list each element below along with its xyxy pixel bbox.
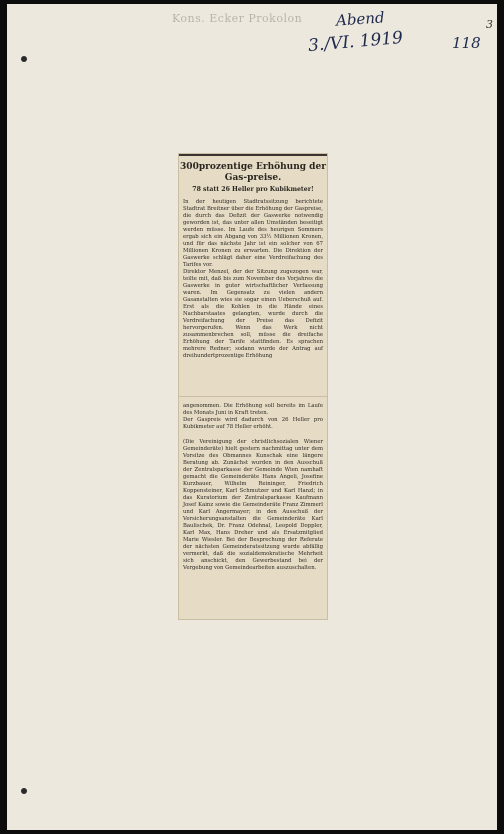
clipping-headline: 300prozentige Erhöhung der Gas-preise.: [180, 162, 326, 183]
handwritten-source: Abend: [335, 8, 386, 30]
clipping-subhead: 78 statt 26 Heller pro Kubikmeter!: [192, 186, 314, 193]
clipping-paragraph: angenommen. Die Erhöhung soll bereits im Laufe des Monats Juni in Kraft treten.: [183, 403, 323, 416]
clipping-paragraph: Direktor Menzel, der der Sitzung zugezogen war, teilte mit, daß bis zum November des Vorjahres die Gaswerke in guter wirtschaftlicher Verfassung waren. Im Gegensatz zu vielen andern Gasanstalten wies sie sogar einen Ueberschuß auf. Erst als die Kohlen in die Hände eines Nachbarstaates gelangten, wurde durch die Verdreifachung der Preise das Defizit hervorgerufen. Wenn das Werk nicht zusammenbrechen soll, müsse die dreifache Erhöhung der Tarife stattfinden. Es sprachen mehrere Redner; sodann wurde der Antrag auf dreihundertprozentige Erhöhung: [183, 269, 323, 359]
punch-hole: [21, 788, 27, 794]
punch-hole: [21, 56, 27, 62]
handwritten-corner-mark: 3: [486, 18, 493, 31]
newspaper-clipping-upper: [179, 154, 327, 397]
newspaper-clipping-lower: [179, 397, 327, 619]
clipping-paragraph: Der Gaspreis wird dadurch von 26 Heller pro Kubikmeter auf 78 Heller erhöht.: [183, 417, 323, 430]
clipping-paragraph: (Die Vereinigung der christlichsozialen Wiener Gemeinderäte) hielt gestern nachmittag unter dem Vorsitze des Obmannes Kunschak eine längere Beratung ab. Zunächst wurden in den Ausschuß der Zentralsparkasse der Gemeinde Wien namhaft gemacht die Gemeinderäte Hans Angeli, Josefine Kurzbauer, Wilhelm Reininger, Friedrich Koppensteiner, Karl Schmutzer und Karl Hanzl; in das Kuratorium der Zentralsparkasse Kaufmann Josef Kainz sowie die Gemeinderäte Franz Zimmerl und Karl Angermayer; in den Ausschuß der Versicherungsanstalten die Gemeinderäte Karl Baulischek, Dr. Franz Odehnal, Leopold Doppler, Karl Max, Hans Dreher und als Ersatzmitglied Marie Wiesler. Bei der Besprechung der Referate der nächsten Gemeinderatssitzung wurde abfällig vermerkt, daß die sozialdemokratische Mehrheit sich anschickt, den Gewerbestand bei der Vergebung von Gemeindearbeiten auszuschalten.: [183, 439, 323, 571]
clipping-paragraph: In der heutigen Stadtratssitzung berichtete Stadtrat Breitner über die Erhöhung der Gaspreise, die durch das Defizit der Gaswerke notwendig geworden ist, das unter allen Umständen beseitigt werden müsse. Im Laufe des heurigen Sommers ergab sich ein Abgang von 33½ Millionen Kronen, und für das nächste Jahr ist ein solcher von 67 Millionen Kronen zu erwarten. Die Direktion der Gaswerke schlägt daher eine Verdreifachung des Tarifes vor.: [183, 199, 323, 268]
faded-stamp: Kons. Ecker Prokolon: [172, 12, 303, 25]
handwritten-folio: 118: [452, 34, 481, 52]
handwritten-date: 3./VI. 1919: [307, 27, 404, 57]
clipping-top-rule: [179, 154, 327, 156]
